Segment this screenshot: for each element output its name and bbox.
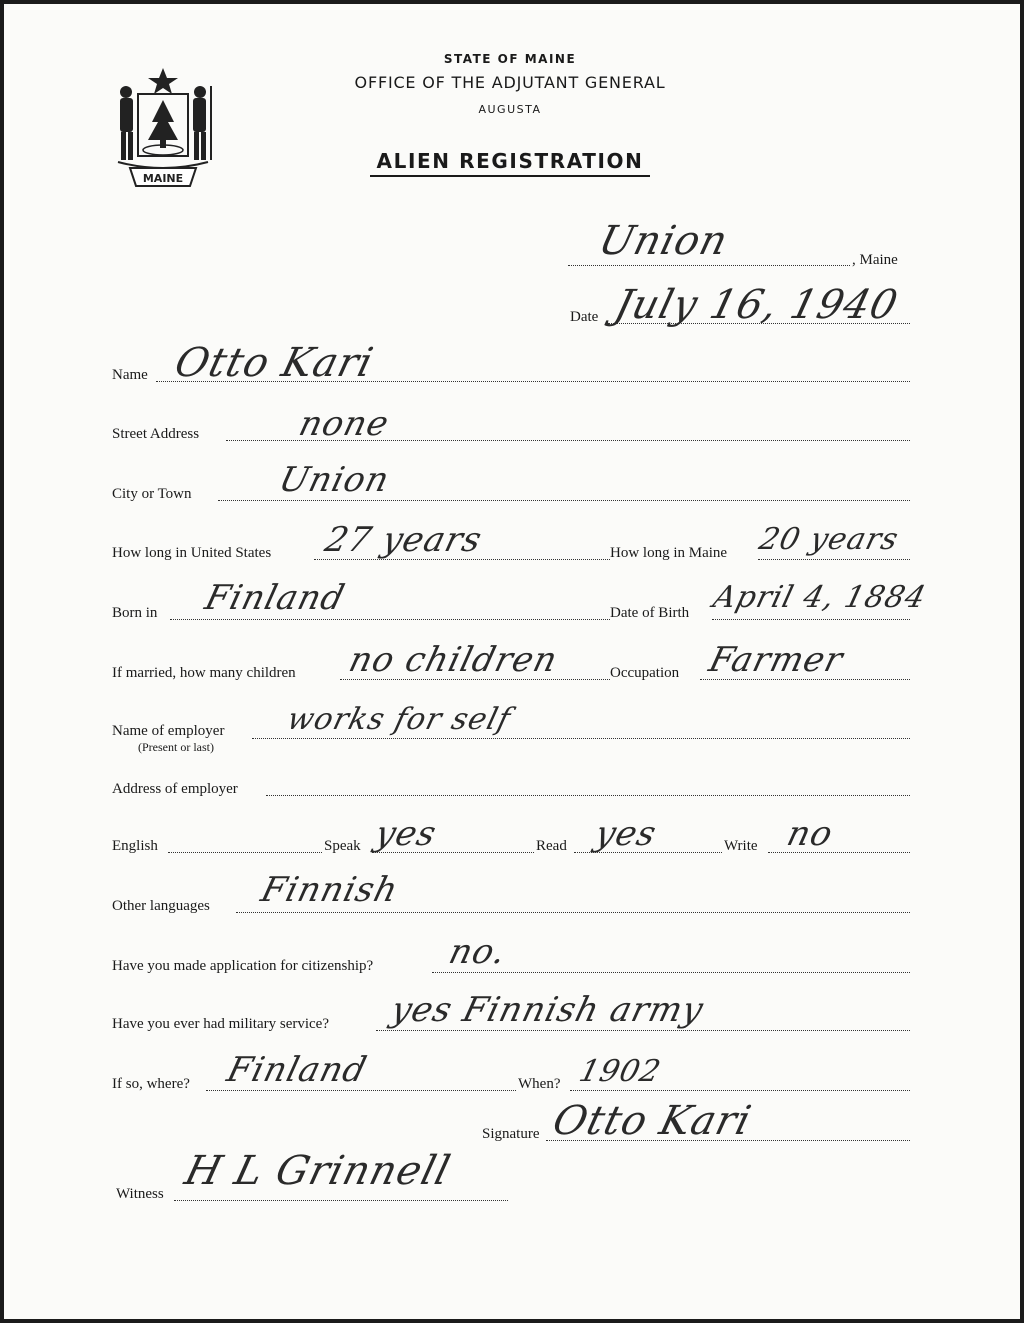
town-line [568,265,850,266]
employer-label: Name of employer [112,723,225,739]
military-line [376,1030,910,1031]
town-value: Union [594,218,733,264]
date-value: July 16, 1940 [610,282,903,328]
maine-state-seal-icon [108,64,218,192]
where-value: Finland [223,1050,372,1090]
date-label: Date [570,309,599,325]
signature-value: Otto Kari [548,1098,757,1144]
street-value: none [295,404,394,444]
read-label: Read [536,838,567,854]
when-value: 1902 [575,1054,665,1089]
header-state: STATE OF MAINE [443,52,577,66]
speak-label: Speak [324,838,361,854]
employer-address-line [266,795,910,796]
maine-duration-line [758,559,910,560]
city-value: Union [275,460,394,500]
children-value: no children [345,640,562,680]
dob-value: April 4, 1884 [709,580,930,615]
city-line [218,500,910,501]
employer-sublabel: (Present or last) [138,740,214,754]
occupation-value: Farmer [705,640,848,680]
when-line [570,1090,910,1091]
born-label: Born in [112,605,158,621]
employer-value: works for self [283,702,515,737]
name-label: Name [112,367,148,383]
born-value: Finland [201,578,350,618]
witness-value: H L Grinnell [180,1148,456,1194]
city-label: City or Town [112,486,192,502]
us-duration-value: 27 years [321,520,487,560]
when-label: When? [518,1076,561,1092]
where-label: If so, where? [112,1076,190,1092]
children-label: If married, how many children [112,665,296,681]
write-value: no [783,814,838,854]
other-languages-value: Finnish [257,870,403,910]
form-title: ALIEN REGISTRATION [376,149,644,173]
citizenship-line [432,972,910,973]
town-suffix: , Maine [852,252,898,268]
military-value: yes Finnish army [387,990,708,1030]
maine-duration-label: How long in Maine [610,545,728,561]
witness-line [174,1200,508,1201]
military-label: Have you ever had military service? [112,1016,329,1032]
other-languages-label: Other languages [112,898,210,914]
signature-label: Signature [482,1126,540,1142]
header-office: OFFICE OF THE ADJUTANT GENERAL [354,73,666,92]
seal-banner-text: MAINE [142,172,184,185]
citizenship-value: no. [445,932,511,972]
name-value: Otto Kari [170,340,379,386]
title-underline [370,175,650,177]
write-label: Write [724,838,758,854]
where-line [206,1090,516,1091]
read-value: yes [591,814,661,854]
english-label: English [112,838,158,854]
speak-value: yes [371,814,441,854]
maine-duration-value: 20 years [755,522,903,557]
born-line [170,619,610,620]
other-languages-line [236,912,910,913]
employer-line [252,738,910,739]
employer-address-label: Address of employer [112,781,238,797]
us-duration-label: How long in United States [112,545,272,561]
english-line [168,852,322,853]
occupation-label: Occupation [610,665,680,681]
citizenship-label: Have you made application for citizenship? [112,958,374,974]
street-label: Street Address [112,426,200,442]
dob-line [712,619,910,620]
header-city: AUGUSTA [478,103,542,116]
dob-label: Date of Birth [610,605,690,621]
witness-label: Witness [116,1186,164,1202]
